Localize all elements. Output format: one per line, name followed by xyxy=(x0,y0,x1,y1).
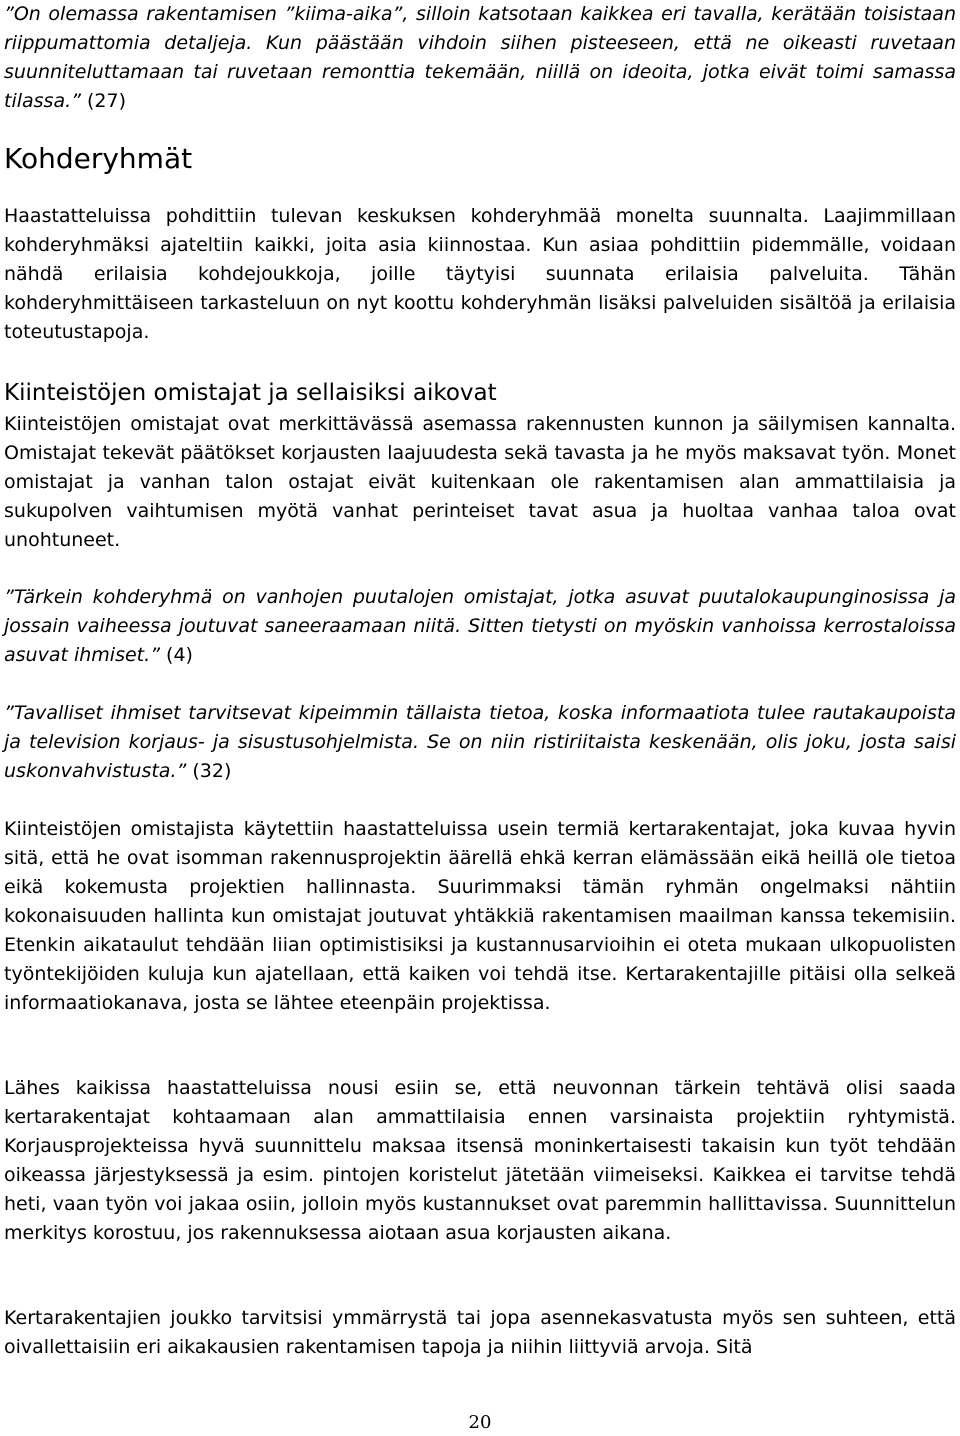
subsection-heading: Kiinteistöjen omistajat ja sellaisiksi aikovat xyxy=(4,380,497,406)
quote-text: ”Tavalliset ihmiset tarvitsevat kipeimmin tällaista tietoa, koska informaatiota tulee rautakaupoista ja television korjaus- ja sisustusohjelmista. Se on niin ristiriitaista keskenään, olis joku, josta saisi uskonvahvistusta.” xyxy=(4,702,956,782)
quote-reference: (32) xyxy=(186,760,232,782)
interview-quote-27 xyxy=(4,0,956,116)
intro-paragraph: Haastatteluissa pohdittiin tulevan keskuksen kohderyhmää monelta suunnalta. Laajimmillaan kohderyhmäksi ajateltiin kaikki, joita asia kiinnostaa. Kun asiaa pohdittiin pidemmälle, voidaan nähdä erilaisia kohdejoukkoja, joille täytyisi suunnata erilaisia palveluita. Tähän kohderyhmittäiseen tarkasteluun on nyt koottu kohderyhmän lisäksi palveluiden sisältöä ja erilaisia toteutustapoja. xyxy=(4,205,956,343)
quote-reference: (4) xyxy=(160,644,193,666)
final-paragraph: Kertarakentajien joukko tarvitsisi ymmärrystä tai jopa asennekasvatusta myös sen suhteen, että oivallettaisiin eri aikakausien rakentamisen tapoja ja niihin liittyviä arvoja. Sitä xyxy=(4,1307,956,1358)
page-number: 20 xyxy=(468,1412,492,1433)
neuvonta-paragraph: Lähes kaikissa haastatteluissa nousi esiin se, että neuvonnan tärkein tehtävä olisi saada kertarakentajat kohtaamaan alan ammattilaisia ennen varsinaista projektiin ryhtymistä. Korjausprojekteissa hyvä suunnittelu maksaa itsensä moninkertaisesti takaisin kun työt tehdään oikeassa järjestyksessä ja esim. pintojen koristelut jätetään viimeiseksi. Kaikkea ei tarvitse tehdä heti, vaan työn voi jakaa osiin, jolloin myös kustannukset ovat paremmin hallittavissa. Suunnittelun merkitys korostuu, jos rakennuksessa aiotaan asua korjausten aikana. xyxy=(4,1077,956,1244)
quote-reference: (27) xyxy=(80,90,127,112)
kertarakentajat-paragraph: Kiinteistöjen omistajista käytettiin haastatteluissa usein termiä kertarakentajat, joka kuvaa hyvin sitä, että he ovat isomman rakennusprojektin äärellä ehkä kerran elämässään eikä heillä ole tietoa eikä kokemusta projektien hallinnasta. Suurimmaksi tämän ryhmän ongelmaksi nähtiin kokonaisuuden hallinta kun omistajat joutuvat yhtäkkiä rakentamisen maailman kanssa tekemisiin. Etenkin aikataulut tehdään liian optimistisiksi ja kustannusarvioihin ei oteta mukaan ulkopuolisten työntekijöiden kuluja kun ajatellaan, että kaiken voi tehdä itse. Kertarakentajille pitäisi olla selkeä informaatiokanava, josta se lähtee eteenpäin projektissa. xyxy=(4,818,956,1014)
quote-text: ”On olemassa rakentamisen ”kiima-aika”, silloin katsotaan kaikkea eri tavalla, kerätään toisistaan riippumattomia detaljeja. Kun päästään vihdoin siihen pisteeseen, että ne oikeasti ruvetaan suunniteluttamaan tai ruvetaan remonttia tekemään, niillä on ideoita, jotka eivät toimi samassa tilassa.” xyxy=(4,3,956,112)
section-heading: Kohderyhmät xyxy=(4,142,193,175)
quote-text: ”Tärkein kohderyhmä on vanhojen puutalojen omistajat, jotka asuvat puutalokaupunginosissa ja jossain vaiheessa joutuvat saneeraamaan niitä. Sitten tietysti on myöskin vanhoissa kerrostaloissa asuvat ihmiset.” xyxy=(4,586,956,666)
interview-quote-32 xyxy=(4,699,956,786)
owners-paragraph: Kiinteistöjen omistajat ovat merkittävässä asemassa rakennusten kunnon ja säilymisen kannalta. Omistajat tekevät päätökset korjausten laajuudesta sekä tavasta ja he myös maksavat työn. Monet omistajat ja vanhan talon ostajat eivät kuitenkaan ole rakentamisen alan ammattilaisia ja sukupolven vaihtumisen myötä vanhat perinteiset tavat asua ja huoltaa vanhaa taloa ovat unohtuneet. xyxy=(4,413,956,551)
interview-quote-4 xyxy=(4,583,956,670)
